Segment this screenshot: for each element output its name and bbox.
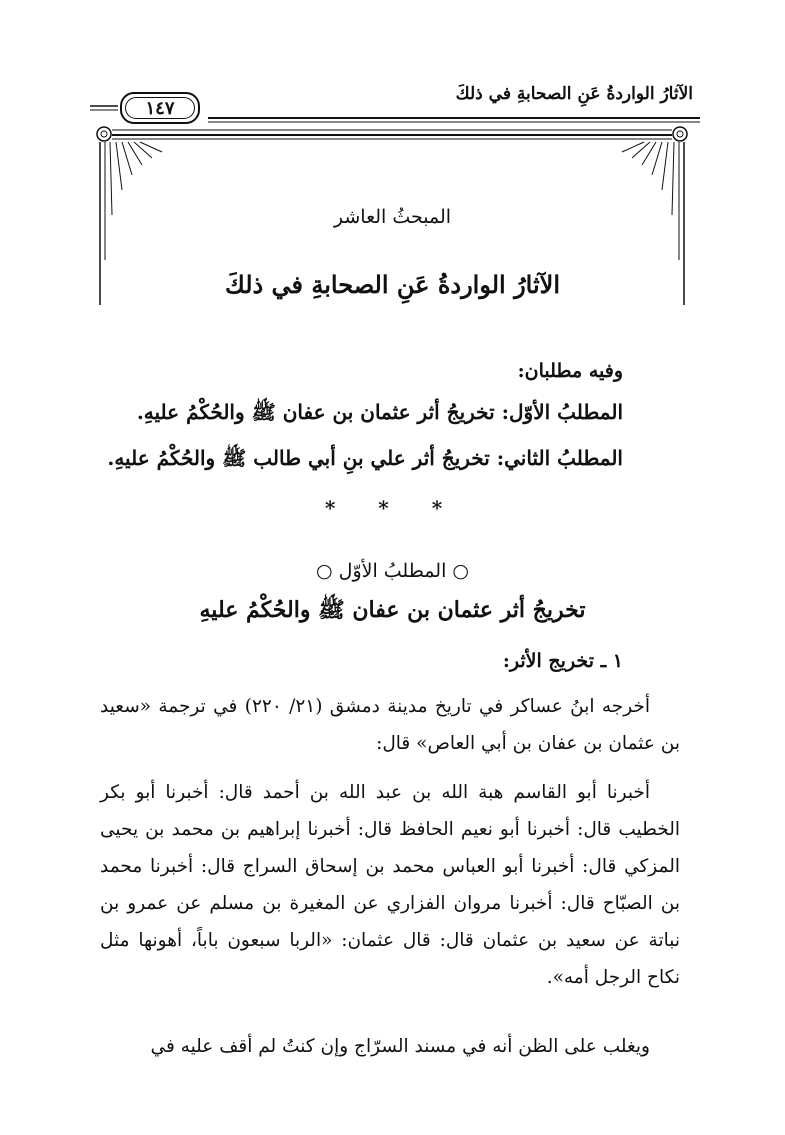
page-number [120, 92, 200, 124]
paragraph-2-text: أخبرنا أبو القاسم هبة الله بن عبد الله بن أحمد قال: أخبرنا أبو بكر الخطيب قال: أخبرنا أبو نعيم الحافظ قال: أخبرنا إبراهيم بن محمد بن يحيى المزكي قال: أخبرنا أبو العباس محمد بن إسحاق السراج قال: أخبرنا محمد بن الصبّاح قال: أخبرنا مروان الفزاري عن المغيرة بن مسلم عن عمرو بن نباتة عن سعيد بن عثمان قال: قال عثمان: «الربا سبعون باباً، أهونها مثل نكاح الرجل أمه». [100, 782, 680, 988]
paragraph-3 [100, 1028, 680, 1065]
intro-item-2: المطلبُ الثاني: تخريجُ أثر علي بنِ أبي طالب ﷺ والحُكْمُ عليهِ. [107, 446, 623, 470]
running-header-title: الآثارُ الواردةُ عَنِ الصحابةِ في ذلكَ [455, 84, 693, 104]
section-label: المبحثُ العاشر [333, 206, 452, 228]
section-title: الآثارُ الواردةُ عَنِ الصحابةِ في ذلكَ [224, 270, 561, 299]
takhrij-heading: ١ ـ تخريج الأثر: [502, 650, 623, 672]
intro-item-1: المطلبُ الأوّل: تخريجُ أثر عثمان بن عفان ﷺ والحُكْمُ عليهِ. [136, 400, 623, 424]
paragraph-1 [100, 688, 680, 762]
subsection-label: ○ المطلبُ الأوّل ○ [316, 560, 469, 582]
intro-lead: وفيه مطلبان: [517, 360, 623, 382]
page-number-text: ١٤٧ [145, 97, 175, 119]
paragraph-2 [100, 774, 680, 996]
paragraph-3-text: ويغلب على الظن أنه في مسند السرّاج وإن كنتُ لم أقف عليه في [150, 1036, 650, 1057]
separator-stars: * * * [324, 496, 461, 520]
paragraph-1-text: أخرجه ابنُ عساكر في تاريخ مدينة دمشق (٢١/ ٢٢٠) في ترجمة «سعيد بن عثمان بن عفان بن أبي العاص» قال: [100, 696, 680, 754]
subsection-title: تخريجُ أثر عثمان بن عفان ﷺ والحُكْمُ عليهِ [199, 597, 586, 623]
